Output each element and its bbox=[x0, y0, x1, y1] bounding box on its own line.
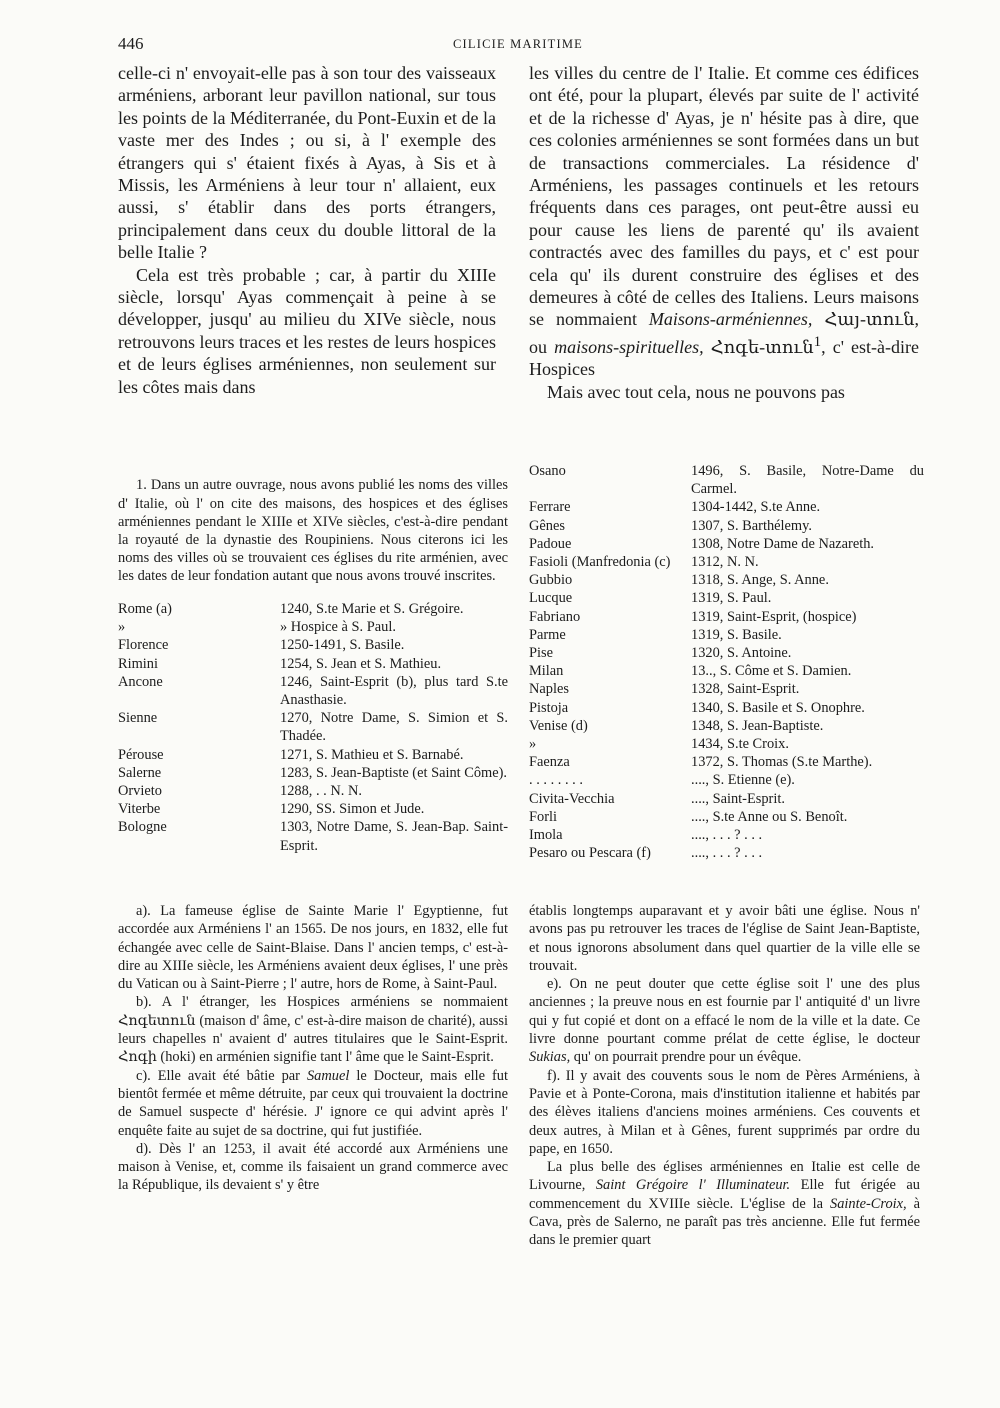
armenian-term: Հոգե-տուն bbox=[710, 336, 814, 357]
note-f: f). Il y avait des couvents sous le nom de Pères Arméniens, à Pavie et à Ponte-Corona, mais d'institution italienne et habités par des élèves italiens d'anciens moines arméniens. Ces couvents et deux autres, à Milan et à Gênes, furent supprimés par ordre du pape, en 1650. bbox=[529, 1067, 920, 1157]
church-entry bbox=[529, 571, 924, 589]
church-info: 1303, Notre Dame, S. Jean-Bap. Saint-Esprit. bbox=[280, 819, 508, 854]
church-entry bbox=[118, 618, 508, 636]
city-name: Civita-Vecchia bbox=[529, 790, 615, 807]
church-entry bbox=[529, 462, 924, 498]
church-entry bbox=[529, 826, 924, 844]
church-info: 1312, N. N. bbox=[691, 554, 759, 571]
note-b: b). A l' étranger, les Hospices arméniens se nommaient Հոգետուն (maison d' âme, c' est-à-dire maison de charité), aussi leurs chapelles n' avaient d' autres titulaires que le Saint-Esprit. Հոգի (hoki) en arménien signifie tant l' âme que le Saint-Esprit. bbox=[118, 994, 508, 1066]
church-entry bbox=[529, 771, 924, 789]
church-info: 1319, Saint-Esprit, (hospice) bbox=[691, 608, 857, 625]
church-entry bbox=[529, 680, 924, 698]
church-info: 1496, S. Basile, Notre-Dame du Carmel. bbox=[691, 463, 924, 498]
city-name: Sienne bbox=[118, 710, 158, 727]
city-name: Gubbio bbox=[529, 572, 573, 589]
church-info: » Hospice à S. Paul. bbox=[280, 619, 396, 636]
church-entry bbox=[118, 764, 508, 782]
church-info: 1318, S. Ange, S. Anne. bbox=[691, 572, 829, 589]
church-entry bbox=[118, 782, 508, 800]
church-info: 1288, . . N. N. bbox=[280, 783, 362, 800]
church-info: 1271, S. Mathieu et S. Barnabé. bbox=[280, 746, 464, 763]
footnote-ref: 1 bbox=[813, 333, 822, 350]
church-info: 1290, SS. Simon et Jude. bbox=[280, 801, 425, 818]
city-name: Osano bbox=[529, 463, 566, 479]
footnote-intro: 1. Dans un autre ouvrage, nous avons publié les noms des villes d' Italie, où l' on cite des maisons, des hospices et des églises arméniennes pendant le XIIIe et XIVe siècles, c'est-à-dire pendant la royauté de la dynastie des Roupiniens. Nous citerons ici les noms des villes où se trouvaient ces églises du rite arménien, avec les dates de leur fondation autant que nous avons trouvé inscrites. bbox=[118, 477, 508, 585]
church-info: 1270, Notre Dame, S. Simion et S. Thadée. bbox=[280, 710, 508, 745]
city-name: Gênes bbox=[529, 517, 565, 534]
note-g: La plus belle des églises arméniennes en Italie est celle de Livourne, Saint Grégoire l' Illuminateur. Elle fut érigée au commencement du XVIIIe siècle. L'église de la Sainte-Croix, à Cava, près de Salerno, ne paraît pas très ancienne. Elle fut fermée dans le premier quart bbox=[529, 1159, 921, 1249]
church-entry bbox=[529, 517, 924, 535]
page-header bbox=[118, 34, 918, 58]
city-name: Fabriano bbox=[529, 608, 581, 625]
italic-term: maisons-spirituelles, bbox=[554, 336, 704, 357]
city-name: Florence bbox=[118, 637, 169, 654]
running-title: CILICIE MARITIME bbox=[453, 37, 583, 51]
city-name: Naples bbox=[529, 681, 569, 698]
church-entry bbox=[529, 844, 924, 862]
city-name: Parme bbox=[529, 626, 566, 643]
city-name: . . . . . . . . bbox=[529, 772, 583, 789]
church-info: 1319, S. Paul. bbox=[691, 590, 772, 607]
city-name: Pise bbox=[529, 645, 553, 662]
city-name: Rimini bbox=[118, 655, 158, 672]
church-info: 1340, S. Basile et S. Onophre. bbox=[691, 699, 865, 716]
church-entry bbox=[118, 655, 508, 673]
church-entry bbox=[529, 717, 924, 735]
city-name: Milan bbox=[529, 663, 564, 680]
city-name: » bbox=[529, 736, 537, 753]
church-entry bbox=[529, 535, 924, 553]
note-c: c). Elle avait été bâtie par Samuel le Docteur, mais elle fut bientôt fermée et même détruite, par ceux qui trouvaient la doctrine de Samuel suspecte d' hérésie. J' ignore ce qui advint après l' enquête faite au sujet de sa doctrine, qui fut justifiée. bbox=[118, 1067, 508, 1139]
city-name: Viterbe bbox=[118, 801, 161, 818]
note-e: e). On ne peut douter que cette église soit l' une des plus anciennes ; la preuve nous en est fournie par l' antiquité d' un livre qui y fut copié et dont on a effacé le nom de la ville et la date. Ce livre donne pourtant comme prélat de cette église, le docteur Sukias, qu' on pourrait prendre pour un évêque. bbox=[529, 976, 920, 1066]
church-entry bbox=[118, 636, 508, 654]
church-entry bbox=[118, 800, 508, 818]
church-info: 1434, S.te Croix. bbox=[691, 736, 789, 753]
note-d: d). Dès l' an 1253, il avait été accordé aux Arméniens une maison à Venise, et, comme ils faisaient un grand commerce avec la République, ils devaient s' y être bbox=[118, 1140, 508, 1194]
church-info: 1250-1491, S. Basile. bbox=[280, 637, 405, 654]
church-info: 1246, Saint-Esprit (b), plus tard S.te Anasthasie. bbox=[280, 673, 508, 709]
church-info: 1304-1442, S.te Anne. bbox=[691, 499, 821, 516]
church-info: 1308, Notre Dame de Nazareth. bbox=[691, 535, 875, 552]
city-name: Imola bbox=[529, 827, 563, 844]
church-info: 13.., S. Côme et S. Damien. bbox=[691, 663, 852, 680]
city-name: Forli bbox=[529, 808, 557, 825]
church-entry bbox=[118, 600, 508, 618]
church-info: 1319, S. Basile. bbox=[691, 626, 782, 643]
city-name: Rome (a) bbox=[118, 601, 172, 617]
city-name: Orvieto bbox=[118, 783, 162, 800]
church-entry bbox=[529, 808, 924, 826]
church-list-left bbox=[118, 600, 508, 855]
notes-right-column bbox=[529, 902, 920, 1250]
city-name: Ancone bbox=[118, 673, 163, 690]
city-name: Salerne bbox=[118, 764, 162, 781]
note-a: a). La fameuse église de Sainte Marie l' Egyptienne, fut accordée aux Arméniens l' an 1565. De nos jours, en 1832, elle fut échangée avec celle de Saint-Blaise. Dans l' ancien temps, c' est-à-dire au XIIIe siècle, les Arméniens avaient deux églises, l' une près du Vatican ou à Saint-Pierre ; l' autre, hors de Rome, à Saint-Paul. bbox=[118, 903, 508, 993]
footnote-right-column bbox=[529, 462, 924, 862]
church-entry bbox=[529, 589, 924, 607]
page-number: 446 bbox=[118, 34, 144, 53]
church-info: ...., . . . ? . . . bbox=[691, 827, 763, 844]
church-info: 1307, S. Barthélemy. bbox=[691, 517, 812, 534]
church-entry bbox=[529, 608, 924, 626]
city-name: Faenza bbox=[529, 754, 570, 771]
paragraph: Cela est très probable ; car, à partir du XIIIe siècle, lorsqu' Ayas commençait à peine à se développer, jusqu' au milieu du XIVe siècle, nous retrouvons leurs traces et les restes de leurs hospices et de leurs églises arméniennes, non seulement sur les côtes mais dans bbox=[118, 264, 496, 397]
city-name: Pesaro ou Pescara (f) bbox=[529, 845, 651, 862]
church-entry bbox=[529, 753, 924, 771]
note-d-continued: établis longtemps auparavant et y avoir bâti une église. Nous n' avons pas pu retrouver les traces de l'église de Saint Jean-Baptiste, et nous ignorons absolument dans quel quartier de la ville elle se trouvait. bbox=[529, 903, 920, 974]
church-info: 1240, S.te Marie et S. Grégoire. bbox=[280, 601, 464, 617]
main-text-left-column bbox=[118, 62, 496, 398]
church-entry bbox=[529, 626, 924, 644]
church-info: ...., Saint-Esprit. bbox=[691, 790, 785, 807]
city-name: Ferrare bbox=[529, 499, 571, 516]
city-name: Pistoja bbox=[529, 699, 569, 716]
church-info: ...., S.te Anne ou S. Benoît. bbox=[691, 808, 848, 825]
church-info: 1254, S. Jean et S. Mathieu. bbox=[280, 655, 442, 672]
city-name: Pérouse bbox=[118, 746, 164, 763]
paragraph: celle-ci n' envoyait-elle pas à son tour des vaisseaux arméniens, arborant leur pavillon national, sur tous les points de la Méditerranée, du Pont-Euxin et de la vaste mer des Indes ; ou si, à l' exemple des étrangers qui s' étaient fixés à Ayas, à Sis et à Missis, les Arméniens à leur tour n' allaient, eux aussi, s' établir dans des ports étrangers, principalement dans ceux du double littoral de la belle Italie ? bbox=[118, 63, 496, 263]
church-entry bbox=[529, 662, 924, 680]
church-info: ...., S. Etienne (e). bbox=[691, 772, 795, 789]
church-entry bbox=[529, 553, 924, 571]
footnote-left-column bbox=[118, 462, 508, 855]
church-info: 1348, S. Jean-Baptiste. bbox=[691, 717, 824, 734]
church-info: 1320, S. Antoine. bbox=[691, 645, 792, 662]
italic-term: Maisons-arméniennes, bbox=[648, 309, 813, 330]
church-entry bbox=[529, 644, 924, 662]
paragraph: Mais avec tout cela, nous ne pouvons pas bbox=[547, 381, 845, 402]
church-entry bbox=[118, 709, 508, 745]
church-entry bbox=[118, 746, 508, 764]
notes-left-column bbox=[118, 902, 508, 1195]
church-entry bbox=[529, 735, 924, 753]
city-name: Lucque bbox=[529, 590, 573, 607]
city-name: Bologne bbox=[118, 819, 167, 836]
church-entry bbox=[529, 498, 924, 516]
armenian-term: Հայ-տուն bbox=[824, 309, 915, 330]
church-entry bbox=[529, 790, 924, 808]
church-entry bbox=[529, 699, 924, 717]
city-name: Padoue bbox=[529, 535, 572, 552]
church-info: ...., . . . ? . . . bbox=[691, 845, 763, 862]
church-entry bbox=[118, 818, 508, 854]
church-list-right bbox=[529, 462, 924, 862]
church-info: 1283, S. Jean-Baptiste (et Saint Côme). bbox=[280, 764, 508, 781]
church-info: 1372, S. Thomas (S.te Marthe). bbox=[691, 754, 873, 771]
church-info: 1328, Saint-Esprit. bbox=[691, 681, 800, 698]
city-name: Venise (d) bbox=[529, 717, 588, 734]
city-name: » bbox=[118, 619, 126, 636]
city-name: Fasioli (Manfredonia (c) bbox=[529, 554, 671, 571]
church-entry bbox=[118, 673, 508, 709]
main-text-right-column bbox=[529, 62, 919, 403]
paragraph: les villes du centre de l' Italie. Et comme ces édifices ont été, pour la plupart, élevés par suite de l' activité et de la richesse d' Ayas, je n' hésite pas à dire, que ces colonies arméniennes se sont formées dans un but de transactions commerciales. La résidence d' Arméniens, les passages continuels et les retours fréquents dans ces parages, ont peut-être aussi eu pour cause les liens de parenté qu' ils avaient contractés avec des familles du pays, et c' est pour cela qu' ils durent construire des églises et des demeures à côté de celles des Italiens. Leurs maisons se nommaient Maisons-arméniennes, Հայ-տուն, ou maisons-spirituelles, Հոգե-տուն$^1$, c' est-à-dire Hospices bbox=[529, 63, 920, 380]
